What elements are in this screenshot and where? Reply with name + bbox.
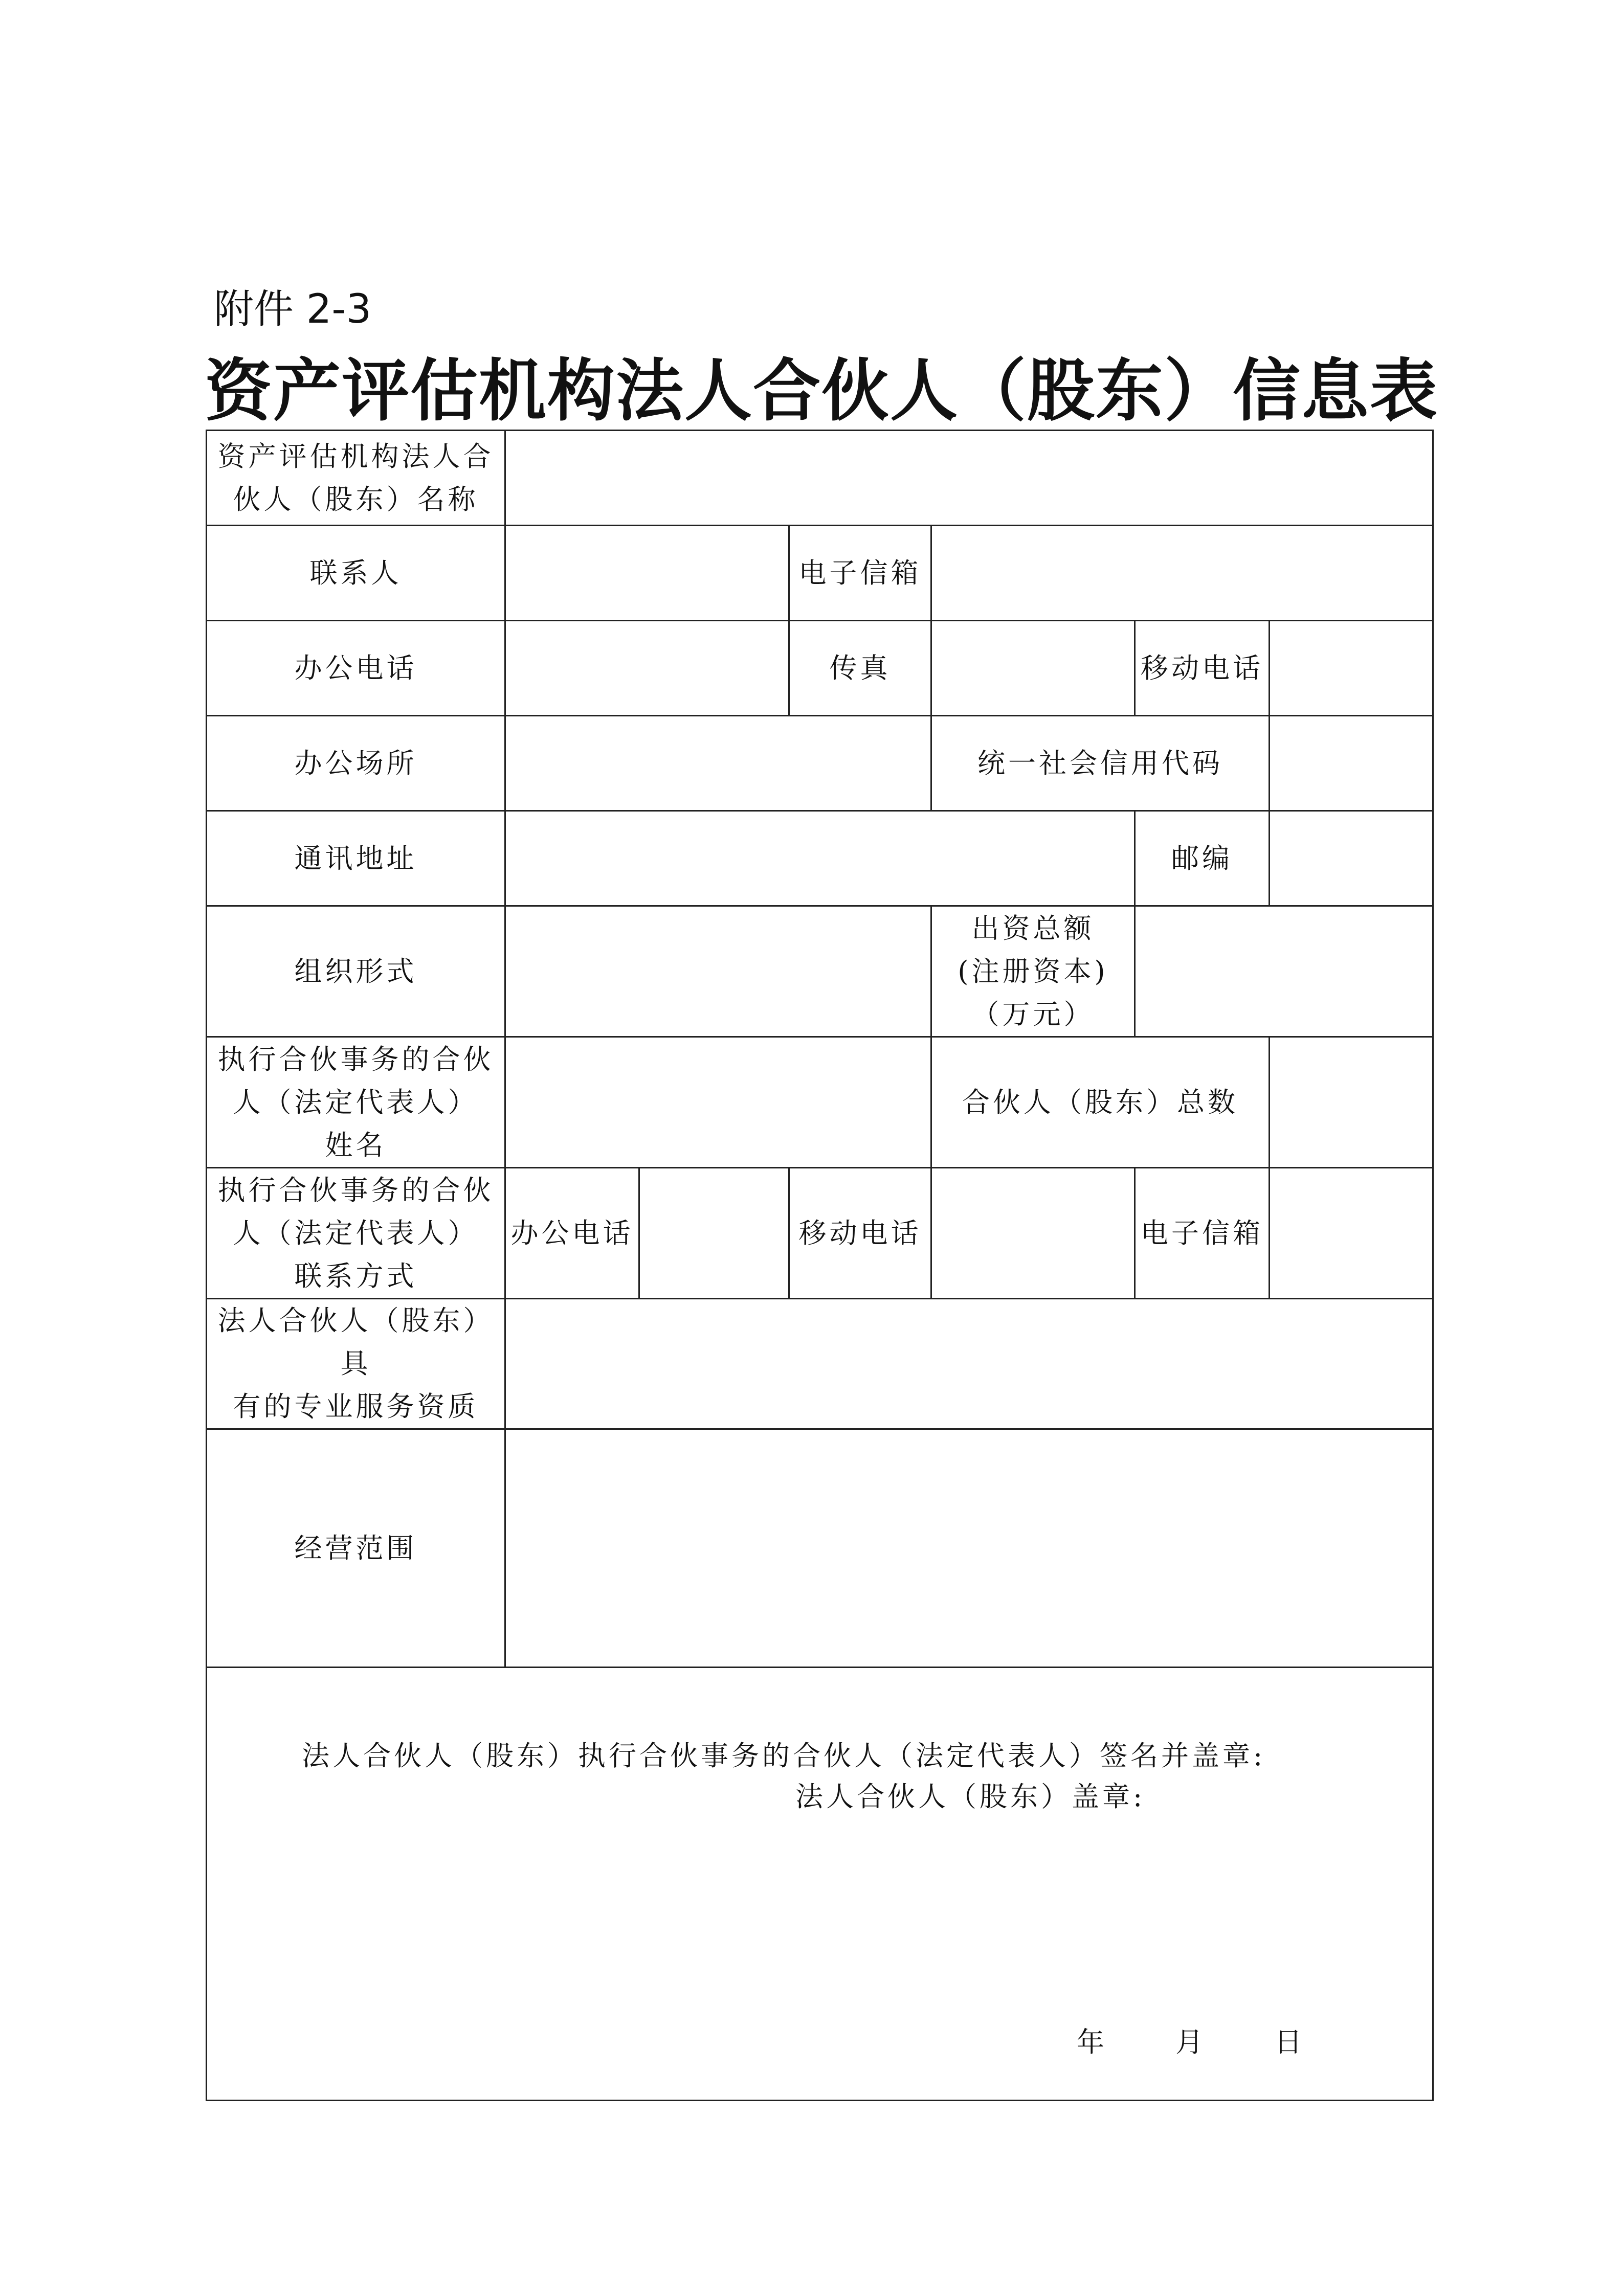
row-signature	[207, 1668, 1433, 2101]
exec-partner-name-value-field[interactable]	[505, 1037, 931, 1168]
qualification-line1: 法人合伙人（股东）具	[217, 1304, 494, 1380]
date-line	[1077, 2021, 1361, 2064]
credit-code-label: 统一社会信用代码	[931, 716, 1270, 811]
postcode-value-field[interactable]	[1270, 811, 1433, 906]
org-form-label: 组织形式	[207, 906, 505, 1037]
signature-area[interactable]	[207, 1668, 1433, 2101]
exec-email-value-field[interactable]	[1270, 1168, 1433, 1299]
exec-partner-name-line2: 人（法定代表人）	[233, 1086, 479, 1118]
business-scope-label: 经营范围	[207, 1429, 505, 1668]
exec-contact-label	[207, 1168, 505, 1299]
row-business-scope	[207, 1429, 1433, 1668]
exec-email-label: 电子信箱	[1135, 1168, 1270, 1299]
capital-label-line3: （万元）	[971, 998, 1095, 1030]
postcode-label: 邮编	[1135, 811, 1270, 906]
exec-office-phone-value-field[interactable]	[639, 1168, 789, 1299]
exec-mobile-label: 移动电话	[789, 1168, 931, 1299]
name-value-field[interactable]	[505, 431, 1433, 526]
qualification-label	[207, 1299, 505, 1429]
exec-mobile-value-field[interactable]	[931, 1168, 1135, 1299]
email-label: 电子信箱	[789, 526, 931, 621]
date-day: 日	[1274, 2026, 1305, 2058]
org-form-value-field[interactable]	[505, 906, 931, 1037]
capital-value-field[interactable]	[1135, 906, 1433, 1037]
signature-line-2: 法人合伙人（股东）盖章:	[795, 1781, 1146, 1813]
row-exec-contact	[207, 1168, 1433, 1299]
contact-label: 联系人	[207, 526, 505, 621]
exec-partner-name-label	[207, 1037, 505, 1168]
partner-total-label: 合伙人（股东）总数	[931, 1037, 1270, 1168]
row-qualification	[207, 1299, 1433, 1429]
exec-partner-name-line3: 姓名	[325, 1129, 387, 1161]
mail-address-label: 通讯地址	[207, 811, 505, 906]
qualification-line2: 有的专业服务资质	[233, 1390, 479, 1423]
capital-label	[931, 906, 1135, 1037]
business-scope-value-field[interactable]	[505, 1429, 1433, 1668]
info-form-table	[206, 430, 1434, 2101]
office-place-label: 办公场所	[207, 716, 505, 811]
partner-total-value-field[interactable]	[1270, 1037, 1433, 1168]
exec-contact-line1: 执行合伙事务的合伙	[217, 1174, 494, 1206]
capital-label-line2: (注册资本)	[958, 955, 1108, 987]
row-contact	[207, 526, 1433, 621]
exec-partner-name-line1: 执行合伙事务的合伙	[217, 1043, 494, 1075]
fax-value-field[interactable]	[931, 621, 1135, 716]
office-place-value-field[interactable]	[505, 716, 931, 811]
form-title: 资产评估机构法人合伙人（股东）信息表	[205, 351, 1438, 431]
credit-code-value-field[interactable]	[1270, 716, 1433, 811]
fax-label: 传真	[789, 621, 931, 716]
office-phone-value-field[interactable]	[505, 621, 789, 716]
email-value-field[interactable]	[931, 526, 1433, 621]
row-name	[207, 431, 1433, 526]
exec-office-phone-label: 办公电话	[505, 1168, 639, 1299]
contact-value-field[interactable]	[505, 526, 789, 621]
name-label-line2: 伙人（股东）名称	[233, 483, 479, 515]
row-exec-partner-name	[207, 1037, 1433, 1168]
row-office-phone	[207, 621, 1433, 716]
row-office-place	[207, 716, 1433, 811]
attachment-label: 附件 2-3	[214, 286, 372, 332]
mail-address-value-field[interactable]	[505, 811, 1135, 906]
capital-label-line1: 出资总额	[971, 912, 1095, 944]
mobile-value-field[interactable]	[1270, 621, 1433, 716]
signature-line-1: 法人合伙人（股东）执行合伙事务的合伙人（法定代表人）签名并盖章:	[302, 1740, 1266, 1772]
row-mail-address	[207, 811, 1433, 906]
name-label-line1: 资产评估机构法人合	[217, 440, 494, 472]
name-label	[207, 431, 505, 526]
date-year: 年	[1077, 2026, 1107, 2058]
exec-contact-line3: 联系方式	[294, 1259, 417, 1292]
qualification-value-field[interactable]	[505, 1299, 1433, 1429]
mobile-label: 移动电话	[1135, 621, 1270, 716]
row-org-form	[207, 906, 1433, 1037]
date-month: 月	[1175, 2026, 1207, 2058]
office-phone-label: 办公电话	[207, 621, 505, 716]
exec-contact-line2: 人（法定代表人）	[233, 1217, 479, 1249]
